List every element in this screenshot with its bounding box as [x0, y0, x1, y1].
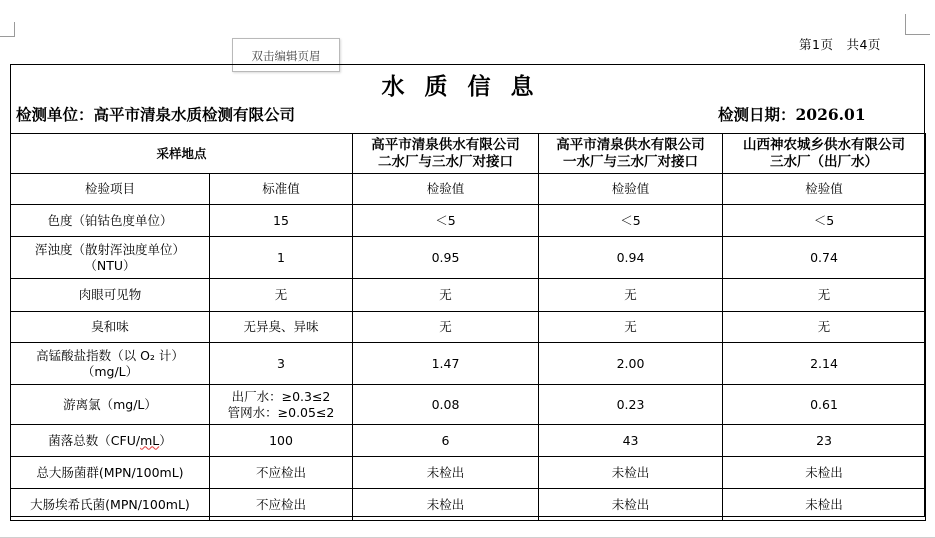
item-cell: 肉眼可见物 — [11, 279, 210, 312]
site-header-row — [11, 134, 926, 174]
standard-cell: 无 — [210, 279, 353, 312]
item-line2: （mg/L） — [81, 363, 139, 379]
value-cell: 未检出 — [353, 489, 539, 521]
table-row — [11, 425, 926, 457]
site-name-line1: 山西神农城乡供水有限公司 — [743, 136, 906, 153]
page-corner-mark-right — [905, 14, 930, 35]
col-header-standard: 标准值 — [210, 174, 353, 205]
value-cell: 23 — [723, 425, 926, 457]
item-cell: 总大肠菌群(MPN/100mL) — [11, 457, 210, 489]
standard-line2: 管网水：≥0.05≤2 — [227, 404, 335, 420]
site-name-line1: 高平市清泉供水有限公司 — [371, 136, 520, 153]
table-row — [11, 385, 926, 425]
item-line1: 浑浊度（散射浑浊度单位） — [34, 241, 185, 257]
value-cell: 未检出 — [353, 457, 539, 489]
site-name-line1: 高平市清泉供水有限公司 — [556, 136, 705, 153]
col-header-value: 检验值 — [539, 174, 723, 205]
value-cell: 无 — [353, 279, 539, 312]
table-row — [11, 312, 926, 343]
page-number: 第1页 共4页 — [799, 37, 881, 52]
site-name-line2: 一水厂与三水厂对接口 — [563, 153, 699, 170]
value-cell: 0.08 — [353, 385, 539, 425]
site-name-line2: 三水厂（出厂水） — [770, 153, 879, 170]
edit-header-tooltip[interactable]: 双击编辑页眉 — [232, 38, 340, 72]
value-cell: 43 — [539, 425, 723, 457]
site-header-cell: 采样地点 — [11, 134, 353, 174]
testing-date: 检测日期：2026.01 — [718, 105, 866, 124]
site-cell — [353, 134, 539, 174]
table-row — [11, 237, 926, 279]
table-row — [11, 489, 926, 521]
item-cell: 臭和味 — [11, 312, 210, 343]
item-text-end: ） — [159, 432, 172, 448]
value-cell: ＜5 — [539, 205, 723, 237]
value-cell: ＜5 — [353, 205, 539, 237]
value-cell: 无 — [539, 312, 723, 343]
value-cell: 0.61 — [723, 385, 926, 425]
site-name-line2: 二水厂与三水厂对接口 — [378, 153, 514, 170]
value-cell: 未检出 — [723, 489, 926, 521]
item-cell: 色度（铂钴色度单位） — [11, 205, 210, 237]
col-header-value: 检验值 — [723, 174, 926, 205]
page-corner-mark-left — [0, 22, 15, 37]
table-row — [11, 205, 926, 237]
value-cell: ＜5 — [723, 205, 926, 237]
item-cell — [11, 343, 210, 385]
table-row — [11, 457, 926, 489]
standard-cell: 3 — [210, 343, 353, 385]
water-quality-table — [10, 133, 926, 521]
site-cell — [723, 134, 926, 174]
table-row — [11, 279, 926, 312]
value-cell: 6 — [353, 425, 539, 457]
site-cell — [539, 134, 723, 174]
item-cell — [11, 425, 210, 457]
value-cell: 无 — [539, 279, 723, 312]
value-cell: 未检出 — [723, 457, 926, 489]
value-cell: 未检出 — [539, 489, 723, 521]
item-line1: 高锰酸盐指数（以 O₂ 计） — [36, 347, 184, 363]
standard-cell: 无异臭、异味 — [210, 312, 353, 343]
value-cell: 无 — [353, 312, 539, 343]
standard-cell: 不应检出 — [210, 489, 353, 521]
value-cell: 无 — [723, 279, 926, 312]
standard-cell: 不应检出 — [210, 457, 353, 489]
standard-cell: 1 — [210, 237, 353, 279]
value-cell: 0.94 — [539, 237, 723, 279]
document-title: 水质信息 — [381, 73, 554, 100]
standard-line1: 出厂水：≥0.3≤2 — [231, 388, 331, 404]
standard-cell: 15 — [210, 205, 353, 237]
item-cell: 游离氯（mg/L） — [11, 385, 210, 425]
item-line2: （NTU） — [84, 257, 136, 273]
standard-cell: 100 — [210, 425, 353, 457]
value-cell: 1.47 — [353, 343, 539, 385]
col-header-value: 检验值 — [353, 174, 539, 205]
testing-unit: 检测单位：高平市清泉水质检测有限公司 — [16, 105, 296, 124]
value-cell: 未检出 — [539, 457, 723, 489]
table-row — [11, 343, 926, 385]
value-cell: 2.14 — [723, 343, 926, 385]
value-cell: 0.23 — [539, 385, 723, 425]
value-cell: 0.95 — [353, 237, 539, 279]
item-text: 菌落总数（CFU/ — [48, 432, 141, 448]
col-header-item: 检验项目 — [11, 174, 210, 205]
standard-cell — [210, 385, 353, 425]
column-header-row — [11, 174, 926, 205]
value-cell: 2.00 — [539, 343, 723, 385]
item-cell: 大肠埃希氏菌(MPN/100mL) — [11, 489, 210, 521]
value-cell: 无 — [723, 312, 926, 343]
spellcheck-word: mL — [140, 432, 160, 448]
value-cell: 0.74 — [723, 237, 926, 279]
item-cell — [11, 237, 210, 279]
